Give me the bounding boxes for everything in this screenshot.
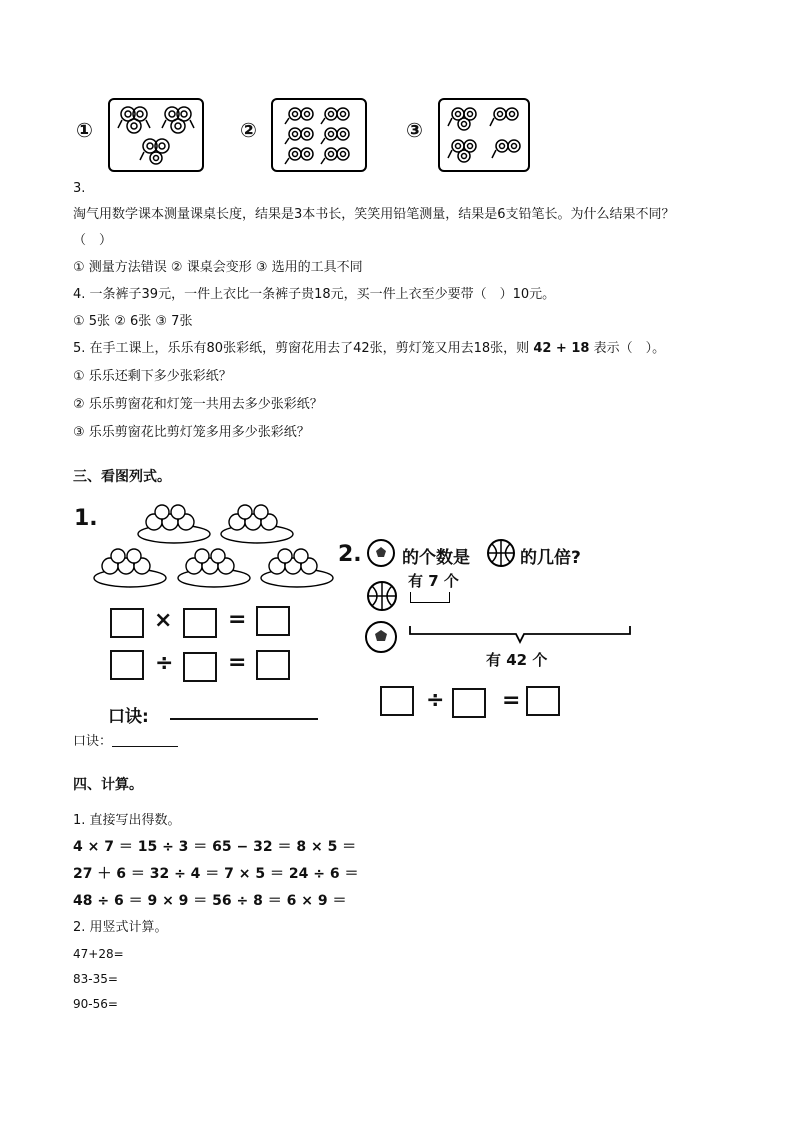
soccer-ball-icon xyxy=(364,620,398,654)
soccer-ball-icon xyxy=(366,538,396,568)
fig1-koujue-label: 口诀: xyxy=(108,707,149,727)
fig2-label: 2. xyxy=(338,542,362,567)
option-3-marker: ③ xyxy=(406,118,423,142)
koujue-line xyxy=(73,733,178,751)
q5-text-a: 5. 在手工课上，乐乐有80张彩纸，剪窗花用去了42张，剪灯笼又用去18张，则 xyxy=(73,341,530,356)
answer-box[interactable] xyxy=(183,652,217,682)
apple-plates-icon xyxy=(92,498,342,598)
answer-box[interactable] xyxy=(526,686,560,716)
q5-expression: 42 + 18 xyxy=(533,341,590,356)
koujue-label: 口诀： xyxy=(73,734,113,749)
candy-box-1 xyxy=(108,98,204,172)
answer-box[interactable] xyxy=(256,650,290,680)
fig2-question-part2: 的几倍? xyxy=(520,548,581,568)
answer-box[interactable] xyxy=(256,606,290,636)
koujue-answer-line[interactable] xyxy=(170,718,318,720)
q5-text xyxy=(73,340,665,358)
q4-text: 4. 一条裤子39元，一件上衣比一条裤子贵18元，买一件上衣至少要带（ ）10元。 xyxy=(73,287,556,302)
calc-sub1: 1. 直接写出得数。 xyxy=(73,813,181,828)
fig1-label: 1. xyxy=(74,506,98,531)
answer-box[interactable] xyxy=(452,688,486,718)
answer-box[interactable] xyxy=(110,608,144,638)
koujue-blank[interactable] xyxy=(112,746,178,747)
equals-sign: = xyxy=(228,650,247,675)
calc-row-2: 27 ＋ 6 ＝ 32 ÷ 4 ＝ 7 × 5 ＝ 24 ÷ 6 ＝ xyxy=(73,866,359,882)
basketball-icon xyxy=(366,580,398,612)
lollipop-icon-group xyxy=(110,100,202,170)
q3-blank: （ ） xyxy=(73,233,113,248)
calc-sub2: 2. 用竖式计算。 xyxy=(73,920,168,935)
q5-choice-1: ① 乐乐还剩下多少张彩纸？ xyxy=(73,369,232,384)
have-42-label: 有 42 个 xyxy=(486,651,548,669)
section-3-title: 三、看图列式。 xyxy=(73,469,171,485)
calc-row-3: 48 ÷ 6 ＝ 9 × 9 ＝ 56 ÷ 8 ＝ 6 × 9 ＝ xyxy=(73,893,347,909)
q3-choices: ① 测量方法错误 ② 课桌会变形 ③ 选用的工具不同 xyxy=(73,260,363,275)
basketball-icon xyxy=(486,538,516,568)
q5-choice-3: ③ 乐乐剪窗花比剪灯笼多用多少张彩纸？ xyxy=(73,425,310,440)
answer-box[interactable] xyxy=(183,608,217,638)
lollipop-icon-group xyxy=(440,100,528,170)
vertical-calc-1: 47+28= xyxy=(73,947,124,961)
equals-sign: = xyxy=(502,688,521,713)
q3-text: 淘气用数学课本测量课桌长度，结果是3本书长，笑笑用铅笔测量，结果是6支铅笔长。为什么结果不同？ xyxy=(73,207,675,222)
candy-box-2 xyxy=(271,98,367,172)
equals-sign: = xyxy=(228,607,247,632)
bracket-7 xyxy=(410,592,450,603)
calc-row-1: 4 × 7 ＝ 15 ÷ 3 ＝ 65 − 32 ＝ 8 × 5 ＝ xyxy=(73,839,357,855)
candy-box-3 xyxy=(438,98,530,172)
q3-number: 3. xyxy=(73,181,86,196)
vertical-calc-3: 90-56= xyxy=(73,997,118,1011)
divide-sign: ÷ xyxy=(155,651,174,676)
vertical-calc-2: 83-35= xyxy=(73,972,118,986)
option-2-marker: ② xyxy=(240,118,257,142)
have-7-label: 有 7 个 xyxy=(408,572,459,590)
times-sign: × xyxy=(154,608,173,633)
option-1-marker: ① xyxy=(76,118,93,142)
answer-box[interactable] xyxy=(110,650,144,680)
divide-sign: ÷ xyxy=(426,688,445,713)
q5-text-b: 表示（ ）。 xyxy=(593,341,666,356)
fig2-question-part1: 的个数是 xyxy=(402,548,470,568)
q4-choices: ① 5张 ② 6张 ③ 7张 xyxy=(73,314,193,329)
lollipop-icon-group xyxy=(273,100,365,170)
q5-choice-2: ② 乐乐剪窗花和灯笼一共用去多少张彩纸？ xyxy=(73,397,323,412)
brace-42 xyxy=(408,624,632,646)
section-4-title: 四、计算。 xyxy=(73,777,143,793)
answer-box[interactable] xyxy=(380,686,414,716)
